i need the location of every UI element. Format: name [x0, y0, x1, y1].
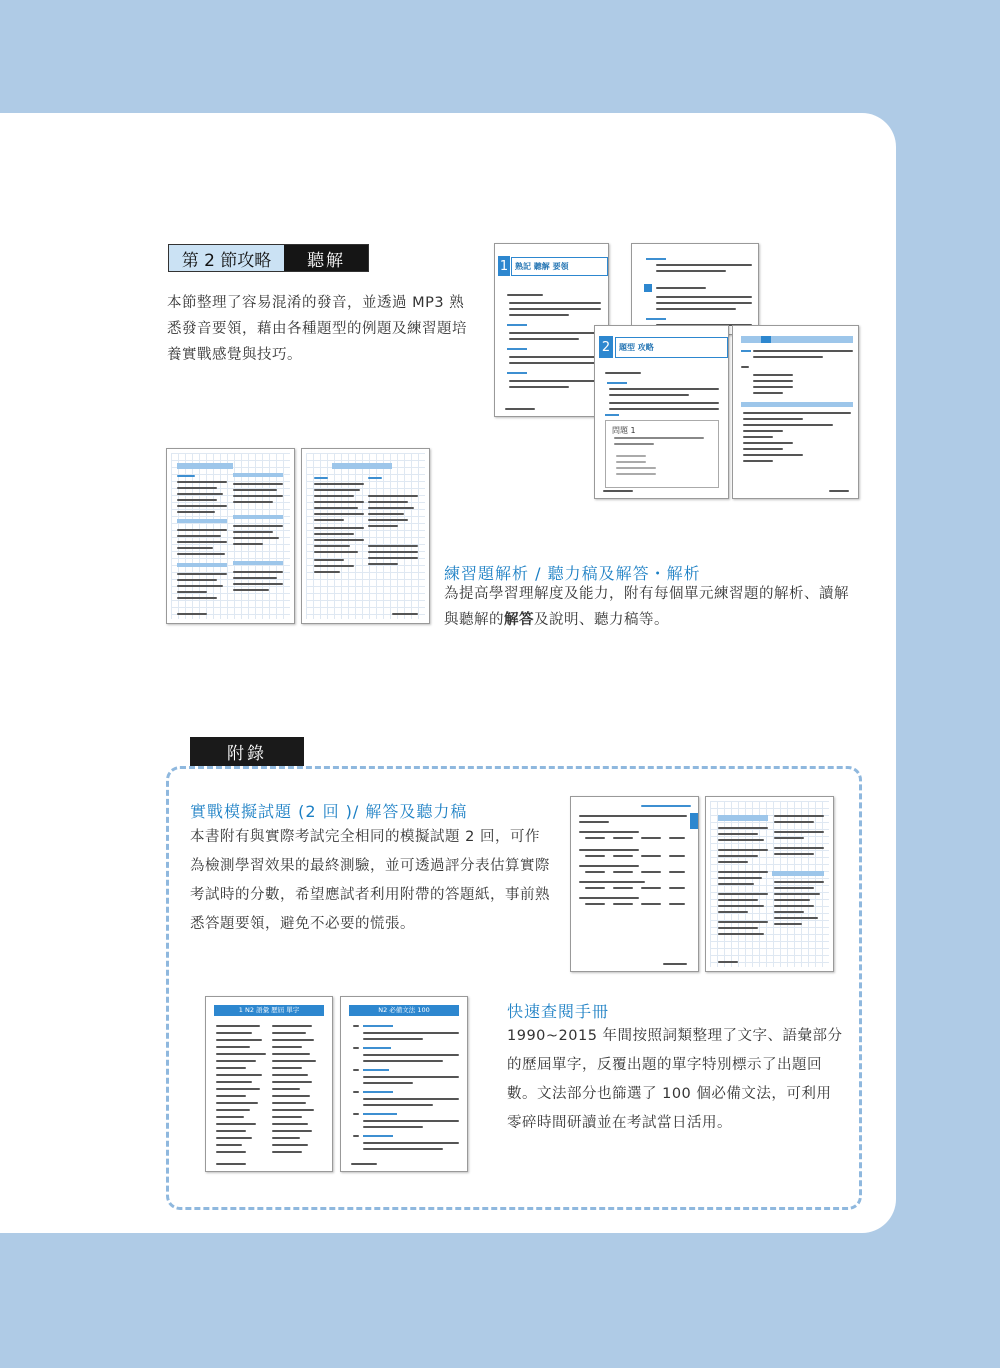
thumb-mock-exam [570, 796, 699, 972]
thumb-page-answers-2 [301, 448, 430, 624]
section-tag-title: 聽解 [284, 245, 368, 271]
thumb-page-number: 2 [599, 336, 613, 358]
practice-line: 與聽解的解答及說明、聽力稿等。 [444, 612, 669, 628]
handbook-line: 數。文法部分也篩選了 100 個必備文法，可利用 [507, 1086, 832, 1102]
mock-line: 考試時的分數，希望應試者利用附帶的答題紙，事前熟 [190, 887, 550, 903]
mock-exam-title: 實戰模擬試題 (2 回 )/ 解答及聽力稿 [190, 802, 468, 821]
practice-description [444, 581, 864, 633]
thumb-grammar-list [340, 996, 468, 1172]
section-tag-label: 第 2 節攻略 [169, 245, 284, 271]
handbook-line: 零碎時間研讀並在考試當日活用。 [507, 1115, 732, 1131]
thumb-page-title: 題型 攻略 [615, 337, 728, 358]
thumb-answer-sheet [705, 796, 834, 972]
thumb-question-box [605, 420, 719, 488]
thumb-question-label: 問題 1 [612, 426, 636, 435]
thumb-page-tips-2 [631, 243, 759, 335]
thumb-page-answers-1 [166, 448, 295, 624]
section-intro [167, 290, 487, 368]
mock-exam-description [190, 823, 570, 939]
section-tag [168, 244, 369, 272]
practice-line: 為提高學習理解度及能力，附有每個單元練習題的解析、讀解 [444, 586, 849, 602]
thumb-page-practice [732, 325, 859, 499]
intro-line: 本節整理了容易混淆的發音，並透過 MP3 熟 [167, 295, 465, 311]
appendix-tag: 附錄 [190, 737, 304, 766]
handbook-line: 的歷屆單字，反覆出題的單字特別標示了出題回 [507, 1057, 822, 1073]
intro-line: 悉發音要領，藉由各種題型的例題及練習題培 [167, 321, 467, 337]
practice-title: 練習題解析 / 聽力稿及解答・解析 [444, 564, 701, 583]
thumb-page-title: 熟記 聽解 要領 [511, 257, 608, 276]
mock-line: 悉答題要領，避免不必要的慌張。 [190, 916, 415, 932]
thumb-page-question-types [594, 325, 729, 499]
handbook-line: 1990~2015 年間按照詞類整理了文字、語彙部分 [507, 1028, 843, 1044]
thumb-page-tips [494, 243, 609, 417]
mock-line: 本書附有與實際考試完全相同的模擬試題 2 回，可作 [190, 829, 540, 845]
thumb-vocab-list [205, 996, 333, 1172]
handbook-description [507, 1022, 847, 1138]
handbook-title: 快速查閱手冊 [507, 1002, 610, 1021]
thumb-page-number: 1 [498, 256, 510, 276]
mock-line: 為檢測學習效果的最終測驗，並可透過評分表估算實際 [190, 858, 550, 874]
thumb-vocab-title: 1 N2 語彙 歷屆 單字 [214, 1005, 324, 1016]
intro-line: 養實戰感覺與技巧。 [167, 347, 302, 363]
thumb-grammar-title: N2 必備文法 100 [349, 1005, 459, 1016]
practice-bold-answer: 解答 [504, 612, 534, 628]
